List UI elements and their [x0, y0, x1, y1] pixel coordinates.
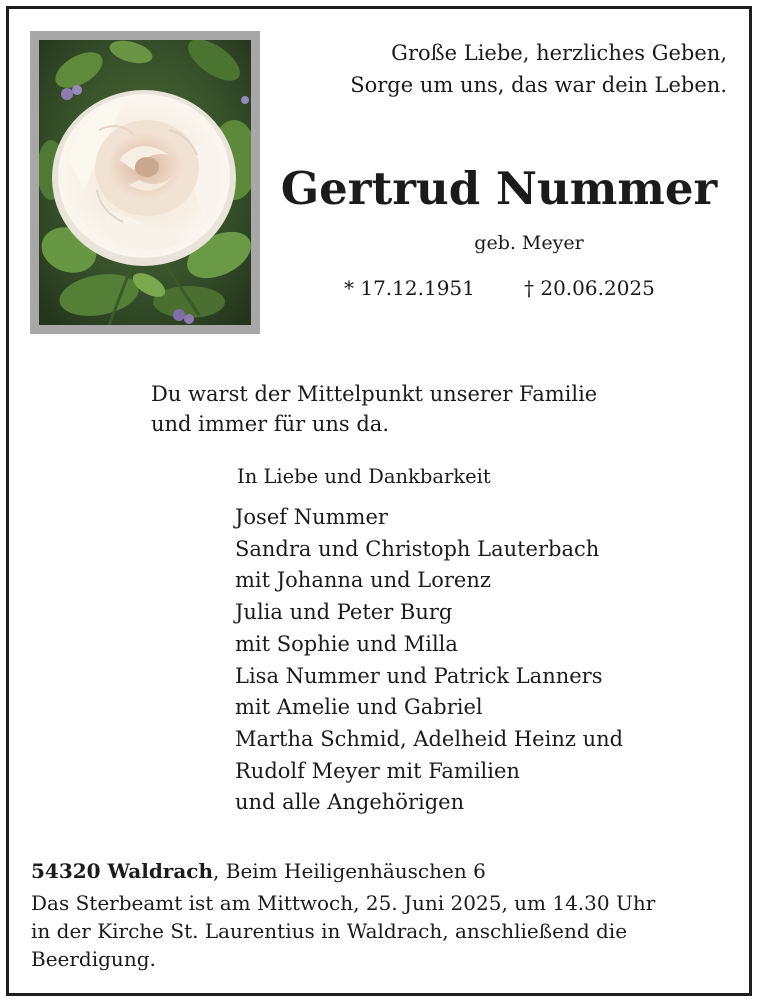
address-place: 54320 Waldrach — [31, 859, 214, 883]
tribute-line: Du warst der Mittelpunkt unserer Familie — [151, 382, 598, 406]
mourner-line: Josef Nummer — [235, 505, 388, 529]
mourner-line: Sandra und Christoph Lauterbach — [235, 536, 600, 561]
mourners-list — [235, 502, 623, 819]
verse-line: Große Liebe, herzliches Geben, — [391, 41, 727, 65]
white-rose-image — [39, 40, 251, 325]
maiden-name: geb. Meyer — [474, 232, 584, 254]
mourning-address — [31, 857, 486, 885]
funeral-details — [31, 889, 655, 973]
mourner-line: Lisa Nummer und Patrick Lanners — [235, 663, 603, 688]
mourner-line: und alle Angehörigen — [235, 790, 465, 815]
rose-photo — [30, 31, 260, 334]
in-love-heading: In Liebe und Dankbarkeit — [237, 465, 491, 488]
address-street: , Beim Heiligenhäuschen 6 — [213, 859, 486, 883]
funeral-line: Beerdigung. — [31, 947, 156, 971]
birth-date: * 17.12.1951 — [344, 276, 475, 300]
mourner-line: Martha Schmid, Adelheid Heinz und — [235, 726, 624, 751]
tribute-line: und immer für uns da. — [151, 412, 390, 436]
mourner-line: Rudolf Meyer mit Familien — [235, 758, 520, 783]
verse-line: Sorge um uns, das war dein Leben. — [350, 73, 727, 97]
funeral-line: Das Sterbeamt ist am Mittwoch, 25. Juni 2025, um 14.30 Uhr — [31, 891, 656, 915]
mourner-line: mit Amelie und Gabriel — [235, 695, 483, 720]
mourner-line: mit Johanna und Lorenz — [235, 568, 491, 593]
mourner-line: mit Sophie und Milla — [235, 631, 458, 656]
deceased-name: Gertrud Nummer — [280, 162, 718, 215]
memorial-verse — [307, 37, 727, 101]
mourner-line: Julia und Peter Burg — [235, 600, 453, 625]
tribute-text — [151, 379, 597, 439]
funeral-line: in der Kirche St. Laurentius in Waldrach, anschließend die — [31, 919, 628, 943]
death-date: † 20.06.2025 — [524, 276, 655, 300]
obituary-notice — [6, 6, 752, 996]
